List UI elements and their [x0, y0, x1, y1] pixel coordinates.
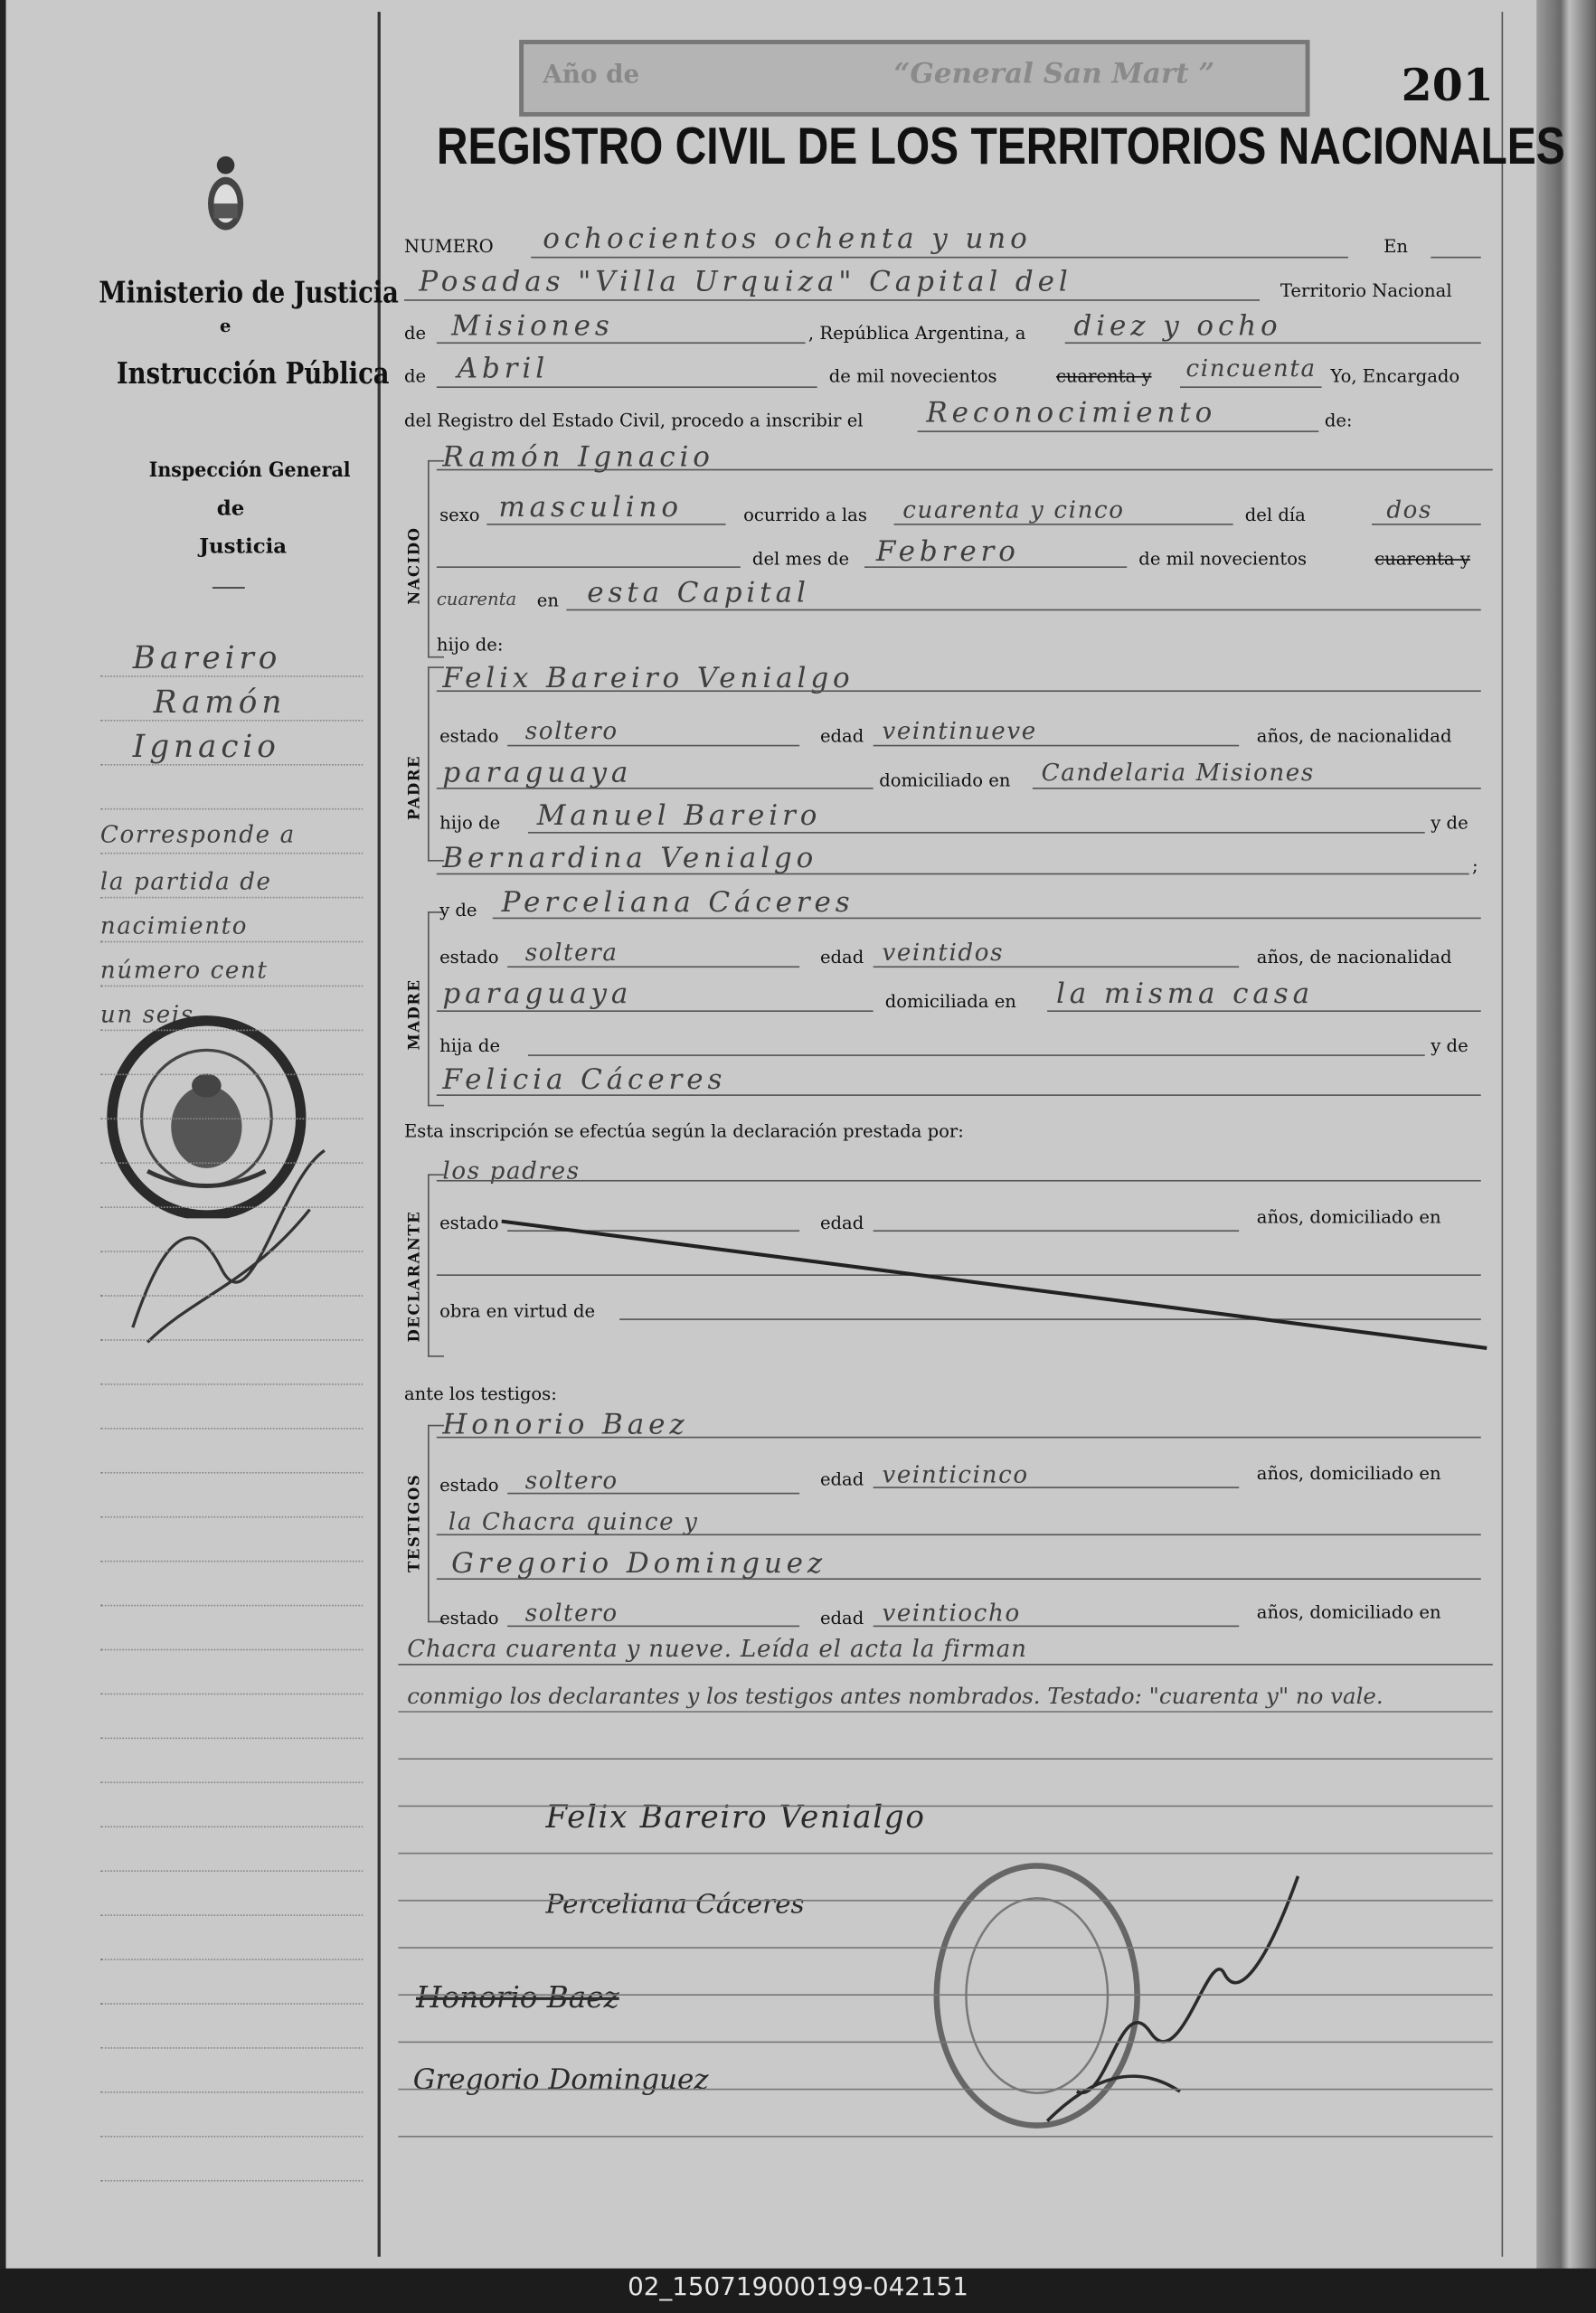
- madre-y-de: y de: [439, 900, 477, 920]
- year-stamp-name: “General San Mart ”: [893, 57, 1215, 90]
- y-de-label: y de: [1431, 1035, 1469, 1056]
- ministry-line2: Instrucción Pública: [116, 355, 390, 392]
- margin-ruling: [100, 1826, 363, 1827]
- cancel-stroke-icon: [502, 1218, 1490, 1351]
- footer-id: 02_150719000199-042151: [628, 2272, 968, 2303]
- margin-ruling: [100, 1074, 363, 1076]
- margin-note-line: Bareiro: [132, 639, 282, 676]
- de-label: de: [403, 365, 427, 387]
- margin-ruling: [100, 1605, 363, 1607]
- hour-value: cuarenta y cinco: [902, 496, 1125, 524]
- argentine-coat-of-arms-icon: [196, 150, 255, 239]
- margin-ruling: [100, 1959, 363, 1960]
- margin-ruling: [100, 764, 363, 766]
- inspection-line1: Inspección General: [148, 458, 351, 483]
- edad-label: edad: [819, 1608, 864, 1629]
- margin-ruling: [100, 2180, 363, 2182]
- estado-label: estado: [439, 1212, 499, 1233]
- signature-ruling: [398, 1711, 1492, 1713]
- signature-witness1: Honorio Baez: [415, 1979, 619, 2016]
- margin-ruling: [100, 1914, 363, 1916]
- padre-side-label: PADRE: [407, 754, 424, 820]
- page-title: REGISTRO CIVIL DE LOS TERRITORIOS NACIONALES: [436, 118, 1565, 176]
- folio-number: 201: [1401, 60, 1494, 112]
- form-right-border: [1502, 12, 1504, 2257]
- margin-ruling: [100, 1030, 363, 1032]
- signature-witness2: Gregorio Dominguez: [412, 2063, 709, 2096]
- witness1-dom: la Chacra quince y: [448, 1507, 699, 1536]
- place-value: Posadas "Villa Urquiza" Capital del: [419, 265, 1072, 298]
- margin-note-line: Ignacio: [132, 728, 280, 764]
- margin-ruling: [100, 1383, 363, 1385]
- margin-ruling: [100, 1162, 363, 1164]
- hijo-de-label: hijo de: [439, 812, 501, 834]
- signature-mother: Perceliana Cáceres: [545, 1889, 805, 1921]
- margin-note-line: Ramón: [153, 684, 287, 721]
- province-value: Misiones: [451, 309, 614, 343]
- paternal-grandfather: Manuel Bareiro: [536, 799, 822, 832]
- father-name: Felix Bareiro Venialgo: [442, 662, 855, 695]
- numero-label: NUMERO: [403, 235, 494, 257]
- margin-ruling: [100, 1694, 363, 1695]
- margin-ruling: [100, 1251, 363, 1252]
- semicolon: ;: [1471, 855, 1478, 876]
- page-edge: [1537, 0, 1596, 2269]
- inspection-line3: Justicia: [199, 535, 288, 560]
- estado-label: estado: [439, 947, 499, 968]
- de-label: de: [403, 323, 427, 345]
- signature-ruling: [398, 2136, 1492, 2138]
- margin-ruling: [100, 2003, 363, 2005]
- estado-label: estado: [439, 725, 499, 747]
- testigos-side-label: TESTIGOS: [407, 1473, 424, 1572]
- witness1-name: Honorio Baez: [442, 1408, 689, 1441]
- dia-label: del día: [1244, 504, 1306, 525]
- father-edad-value: veintinueve: [882, 716, 1037, 745]
- child-name: Ramón Ignacio: [442, 440, 714, 474]
- witness1-estado: soltero: [524, 1466, 619, 1495]
- margin-ruling: [100, 1649, 363, 1651]
- testigos-intro: ante los testigos:: [403, 1383, 557, 1404]
- mil-label: de mil novecientos: [828, 365, 997, 387]
- signature-ruling: [398, 1994, 1492, 1996]
- margin-ruling: [100, 897, 363, 899]
- father-estado-value: soltero: [524, 716, 619, 745]
- witness2-edad: veintiocho: [882, 1599, 1021, 1628]
- margin-note-line: Corresponde a: [99, 819, 296, 848]
- maternal-grandmother: Felicia Cáceres: [442, 1063, 727, 1096]
- year-stamp-prefix: Año de: [543, 60, 640, 90]
- estado-label: estado: [439, 1475, 499, 1496]
- day-value: diez y ocho: [1073, 309, 1282, 343]
- testigos-bracket: [428, 1425, 444, 1623]
- year-value: cincuenta: [1185, 354, 1317, 382]
- mes-label: del mes de: [751, 548, 850, 570]
- year-struck: cuarenta y: [1055, 365, 1152, 387]
- en-label: En: [1384, 235, 1408, 257]
- signature-ruling: [398, 1853, 1492, 1855]
- nacido-bracket: [428, 460, 444, 658]
- witness2-dom: Chacra cuarenta y nueve. Leída el acta la firman: [407, 1634, 1027, 1663]
- anos-label: años, domiciliado en: [1256, 1206, 1441, 1228]
- nac-label: años, de nacionalidad: [1256, 725, 1452, 747]
- yo-label: Yo, Encargado: [1330, 365, 1460, 387]
- margin-ruling: [100, 2091, 363, 2093]
- month-value: Abril: [457, 352, 550, 385]
- margin-ruling: [100, 853, 363, 854]
- paternal-grandmother: Bernardina Venialgo: [442, 842, 818, 875]
- margin-ruling: [100, 720, 363, 722]
- hija-de-label: hija de: [439, 1035, 501, 1056]
- left-header-dash: [212, 587, 245, 589]
- father-dom-value: Candelaria Misiones: [1041, 758, 1315, 787]
- margin-note-line: nacimiento: [99, 911, 249, 940]
- sexo-label: sexo: [439, 504, 480, 525]
- margin-ruling: [100, 2047, 363, 2049]
- nac-label: años, de nacionalidad: [1256, 947, 1452, 968]
- margin-ruling: [100, 2136, 363, 2138]
- signature-ruling: [398, 1947, 1492, 1949]
- closing-text: conmigo los declarantes y los testigos antes nombrados. Testado: "cuarenta y" no vale.: [407, 1683, 1384, 1710]
- father-nac-value: paraguaya: [442, 756, 633, 789]
- witness1-edad: veinticinco: [882, 1459, 1029, 1488]
- y-de-label: y de: [1431, 812, 1469, 834]
- estado-label: estado: [439, 1608, 499, 1629]
- column-divider: [378, 12, 381, 2257]
- birth-month-value: Febrero: [875, 535, 1020, 569]
- edad-label: edad: [819, 947, 864, 968]
- margin-ruling: [100, 675, 363, 677]
- margin-note-line: la partida de: [99, 867, 272, 896]
- registrar-signature-icon: [1018, 1870, 1313, 2136]
- mother-dom-value: la misma casa: [1055, 977, 1314, 1011]
- margin-ruling: [100, 1870, 363, 1872]
- signature-ruling: [398, 1806, 1492, 1808]
- margin-ruling: [100, 941, 363, 943]
- witness2-name: Gregorio Dominguez: [451, 1547, 827, 1581]
- numero-value: ochocientos ochenta y uno: [543, 222, 1032, 256]
- mother-edad-value: veintidos: [882, 938, 1005, 967]
- margin-ruling: [100, 1472, 363, 1474]
- declarante-bracket: [428, 1174, 444, 1356]
- registro-label: del Registro del Estado Civil, procedo a inscribir el: [403, 410, 864, 431]
- declarante-side-label: DECLARANTE: [407, 1210, 424, 1343]
- edad-label: edad: [819, 725, 864, 747]
- anos-label: años, domiciliado en: [1256, 1601, 1441, 1623]
- margin-signature-icon: [103, 1121, 354, 1357]
- nacido-side-label: NACIDO: [407, 526, 424, 605]
- territorio-label: Territorio Nacional: [1280, 279, 1452, 301]
- birth-day-value: dos: [1386, 496, 1433, 524]
- ministry-line1: Ministerio de Justicia: [99, 274, 399, 310]
- margin-ruling: [100, 986, 363, 987]
- act-value: Reconocimiento: [926, 396, 1217, 430]
- republica-label: , República Argentina, a: [807, 323, 1026, 345]
- edad-label: edad: [819, 1212, 864, 1233]
- witness2-estado: soltero: [524, 1599, 619, 1628]
- ocurrido-label: ocurrido a las: [743, 504, 867, 525]
- birth-year-struck: cuarenta y: [1374, 548, 1470, 570]
- anos-label: años, domiciliado en: [1256, 1463, 1441, 1484]
- margin-ruling: [100, 1516, 363, 1518]
- sexo-value: masculino: [498, 491, 683, 524]
- margin-note-line: un seis: [99, 999, 194, 1028]
- margin-ruling: [100, 808, 363, 810]
- declarante-intro: Esta inscripción se efectúa según la declaración prestada por:: [403, 1120, 964, 1142]
- signature-ruling: [398, 1758, 1492, 1760]
- signature-ruling: [398, 1900, 1492, 1902]
- hijo-label: hijo de:: [436, 634, 504, 656]
- de-colon: de:: [1324, 410, 1353, 431]
- birth-year-value: cuarenta: [436, 588, 517, 609]
- obra-label: obra en virtud de: [439, 1300, 596, 1322]
- mother-name: Perceliana Cáceres: [501, 886, 855, 920]
- margin-ruling: [100, 1561, 363, 1562]
- declarante-value: los padres: [442, 1156, 581, 1185]
- margin-ruling: [100, 1206, 363, 1208]
- margin-ruling: [100, 1428, 363, 1430]
- dom-label: domiciliada en: [884, 991, 1016, 1013]
- edad-label: edad: [819, 1468, 864, 1490]
- mother-estado-value: soltera: [524, 938, 619, 967]
- signature-father: Felix Bareiro Venialgo: [545, 1799, 926, 1836]
- birth-place-value: esta Capital: [587, 576, 810, 609]
- signature-ruling: [398, 2089, 1492, 2091]
- signature-ruling: [398, 2042, 1492, 2044]
- madre-side-label: MADRE: [407, 978, 424, 1051]
- en-label: en: [536, 590, 559, 611]
- margin-ruling: [100, 1295, 363, 1297]
- mil-label: de mil novecientos: [1138, 548, 1308, 570]
- ministry-e: e: [220, 316, 231, 336]
- dom-label: domiciliado en: [879, 769, 1011, 791]
- margin-ruling: [100, 1781, 363, 1783]
- margin-ruling: [100, 1339, 363, 1341]
- madre-bracket: [428, 911, 444, 1106]
- margin-note-line: número cent: [99, 956, 269, 985]
- margin-ruling: [100, 1118, 363, 1119]
- margin-ruling: [100, 1738, 363, 1740]
- inspection-line2: de: [216, 496, 245, 521]
- mother-nac-value: paraguaya: [442, 977, 633, 1011]
